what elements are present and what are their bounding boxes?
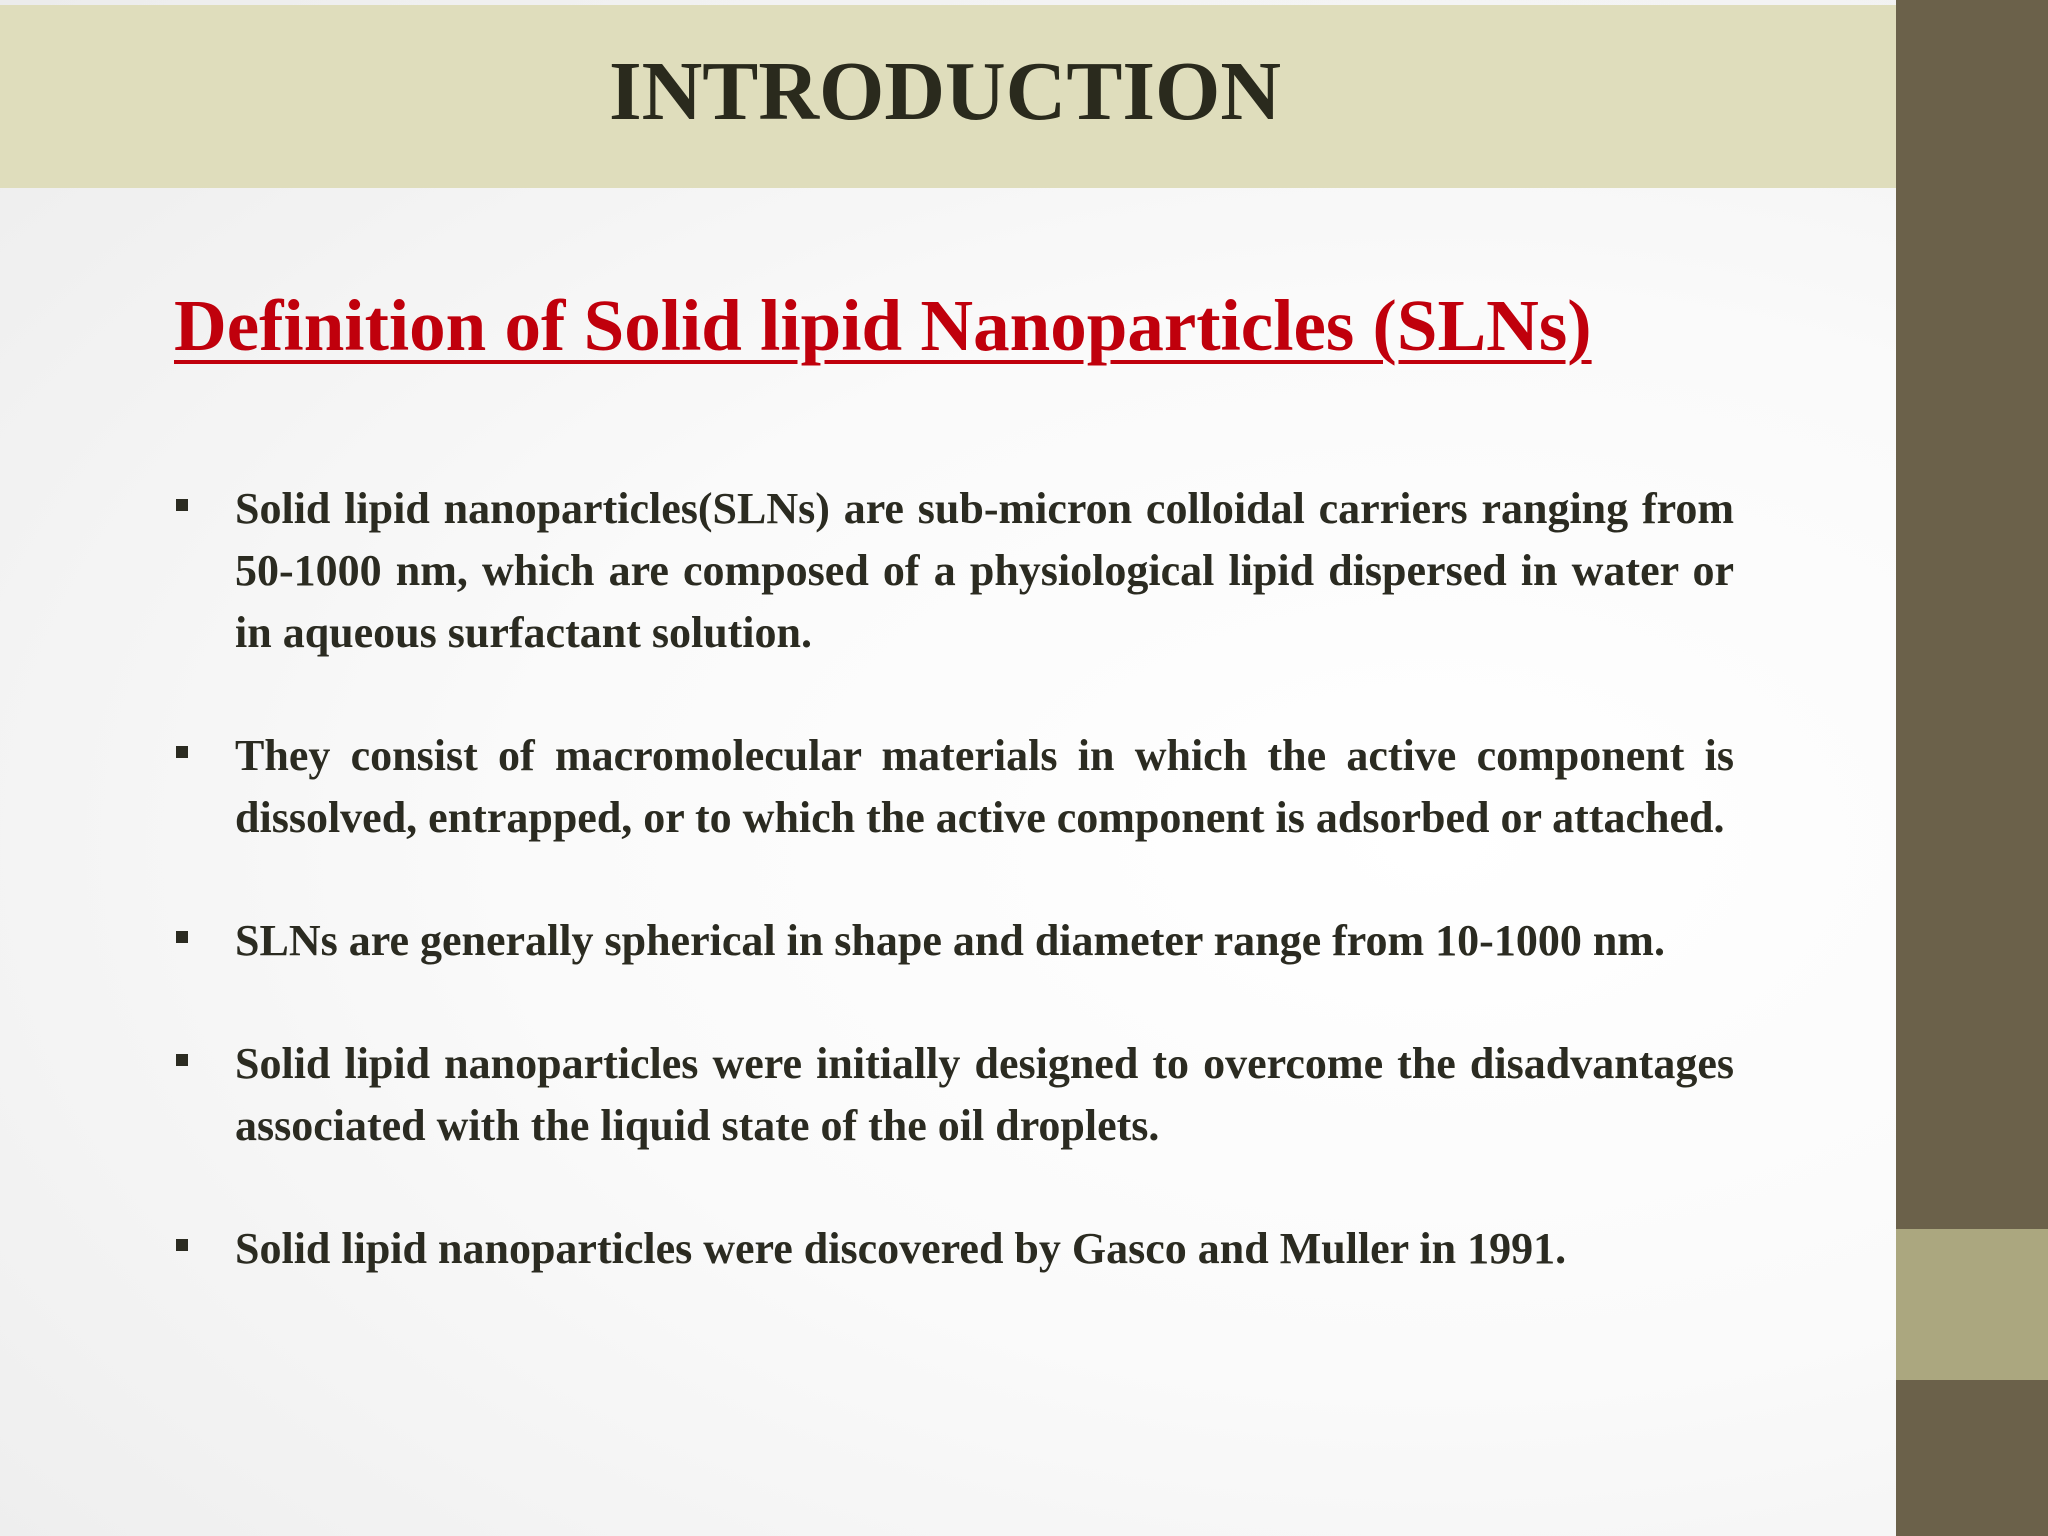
bullet-item: [174, 1218, 1734, 1280]
side-decoration-accent: [1896, 1229, 2048, 1380]
bullet-item: [174, 725, 1734, 849]
slide-title: INTRODUCTION: [608, 45, 1282, 138]
bullet-list: [174, 478, 1734, 1341]
bullet-item: [174, 1033, 1734, 1157]
square-bullet-icon: [176, 931, 188, 943]
bullet-text: SLNs are generally spherical in shape and diameter range from 10-1000 nm.: [235, 916, 1665, 965]
bullet-text: Solid lipid nanoparticles(SLNs) are sub-micron colloidal carriers ranging from 50-1000 nm, which are composed of a physiological lipid dispersed in water or in aqueous surfactant solution.: [235, 484, 1734, 657]
bullet-text: They consist of macromolecular materials in which the active component is dissolved, entrapped, or to which the active component is adsorbed or attached.: [235, 731, 1734, 842]
bullet-text: Solid lipid nanoparticles were discovered by Gasco and Muller in 1991.: [235, 1224, 1567, 1273]
slide-subheading: Definition of Solid lipid Nanoparticles (SLNs): [174, 285, 1592, 366]
square-bullet-icon: [176, 499, 188, 511]
title-band: [0, 5, 1900, 188]
square-bullet-icon: [176, 1239, 188, 1251]
bullet-item: [174, 910, 1734, 972]
square-bullet-icon: [176, 1054, 188, 1066]
square-bullet-icon: [176, 746, 188, 758]
bullet-item: [174, 478, 1734, 664]
bullet-text: Solid lipid nanoparticles were initially designed to overcome the disadvantages associated with the liquid state of the oil droplets.: [235, 1039, 1734, 1150]
